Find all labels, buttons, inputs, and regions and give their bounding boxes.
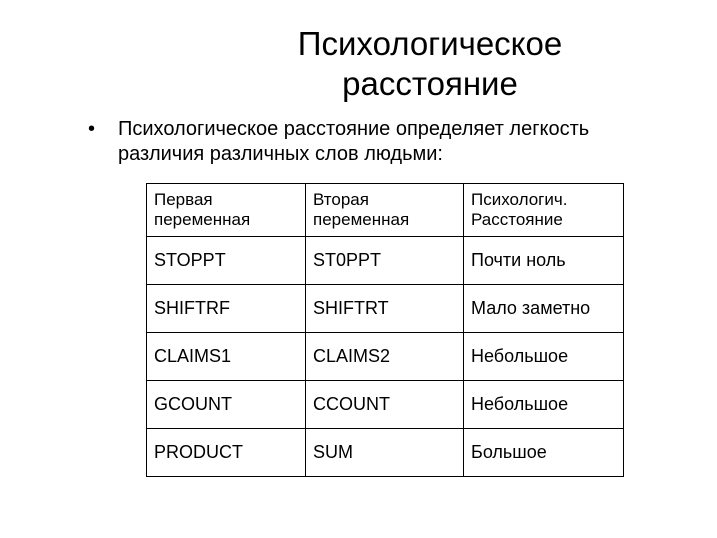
header-cell-line-1: Первая [154, 190, 213, 209]
header-cell-first-variable [147, 184, 306, 237]
bullet-text-line-2: различия различных слов людьми: [118, 143, 443, 165]
table-row [147, 333, 624, 381]
table-cell: Большое [464, 429, 624, 477]
table-cell: SUM [306, 429, 464, 477]
table-cell: CLAIMS2 [306, 333, 464, 381]
bullet-marker: • [88, 118, 96, 140]
header-cell-line-1: Вторая [313, 190, 369, 209]
bullet-text-line-1: Психологическое расстояние определяет легкость [118, 118, 590, 140]
header-cell-line-1: Психологич. [471, 190, 568, 209]
bullet-text [118, 117, 698, 167]
header-cell-second-variable [306, 184, 464, 237]
header-cell-line-2: переменная [154, 210, 251, 229]
word-distance-table [146, 183, 624, 477]
table-cell: GCOUNT [147, 381, 306, 429]
table-cell: Небольшое [464, 333, 624, 381]
table-cell: ST0PPT [306, 237, 464, 285]
header-cell-psych-distance [464, 184, 624, 237]
table-cell: PRODUCT [147, 429, 306, 477]
table-row [147, 429, 624, 477]
table-cell: CCOUNT [306, 381, 464, 429]
table-cell: SHIFTRF [147, 285, 306, 333]
slide-title-line-2: расстояние [342, 65, 518, 102]
table-cell: Почти ноль [464, 237, 624, 285]
table-row [147, 237, 624, 285]
header-cell-line-2: переменная [313, 210, 410, 229]
table-cell: SHIFTRT [306, 285, 464, 333]
table-row [147, 285, 624, 333]
table-header-row [147, 184, 624, 237]
table-cell: Мало заметно [464, 285, 624, 333]
table-cell: Небольшое [464, 381, 624, 429]
header-cell-line-2: Расстояние [471, 210, 563, 229]
table-row [147, 381, 624, 429]
table-cell: STOPPT [147, 237, 306, 285]
slide-title [230, 24, 630, 104]
table-cell: CLAIMS1 [147, 333, 306, 381]
slide-title-line-1: Психологическое [297, 25, 563, 62]
